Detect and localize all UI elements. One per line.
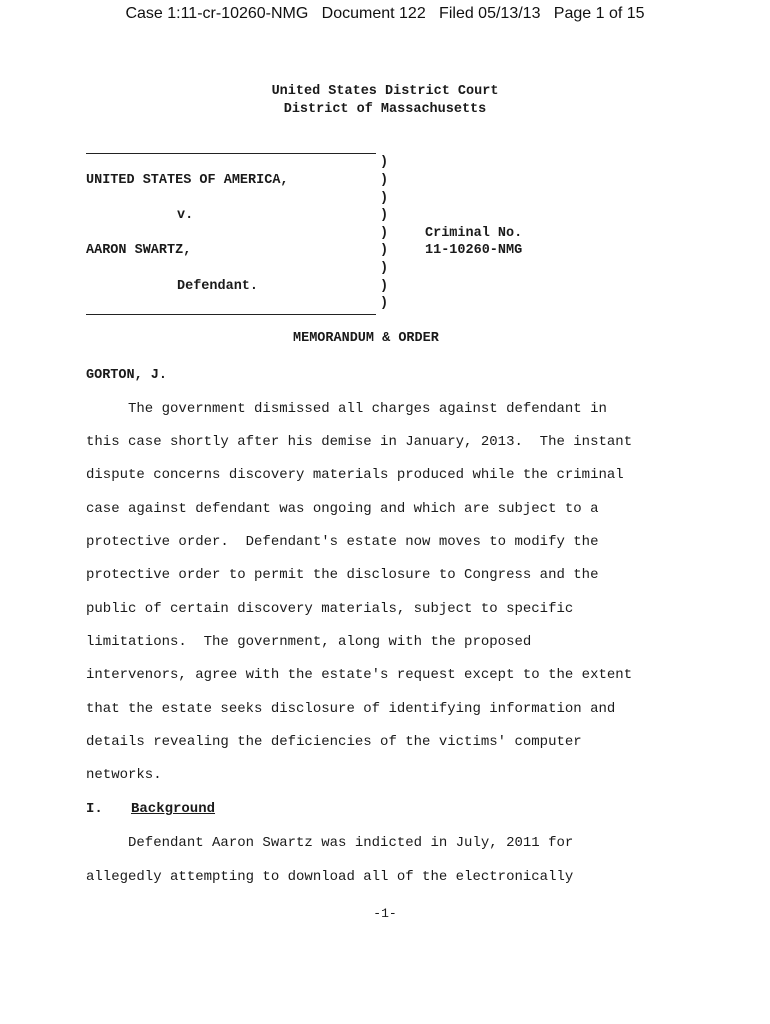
caption-paren: ) bbox=[380, 226, 389, 241]
body-line: The government dismissed all charges against defendant in bbox=[86, 401, 607, 417]
section-number: I. bbox=[86, 801, 103, 817]
case-number: 11-10260-NMG bbox=[425, 243, 523, 258]
caption-defendant-role: Defendant. bbox=[177, 279, 259, 294]
case-number-label: Criminal No. bbox=[425, 226, 523, 241]
court-name: United States District Court bbox=[271, 84, 499, 99]
body-line: protective order to permit the disclosure to Congress and the bbox=[86, 567, 599, 583]
body-line: that the estate seeks disclosure of identifying information and bbox=[86, 701, 616, 717]
body-line: intervenors, agree with the estate's request except to the extent bbox=[86, 667, 633, 683]
body-line: allegedly attempting to download all of the electronically bbox=[86, 869, 574, 885]
body-line: details revealing the deficiencies of the victims' computer bbox=[86, 734, 582, 750]
document-title: MEMORANDUM & ORDER bbox=[293, 331, 439, 346]
body-line: limitations. The government, along with the proposed bbox=[86, 634, 532, 650]
caption-bottom-rule bbox=[86, 314, 376, 315]
caption-plaintiff: UNITED STATES OF AMERICA, bbox=[86, 173, 289, 188]
body-line: protective order. Defendant's estate now moves to modify the bbox=[86, 534, 599, 550]
body-line: public of certain discovery materials, subject to specific bbox=[86, 601, 574, 617]
body-line: Defendant Aaron Swartz was indicted in July, 2011 for bbox=[86, 835, 574, 851]
caption-paren: ) bbox=[380, 173, 389, 188]
body-line: case against defendant was ongoing and which are subject to a bbox=[86, 501, 599, 517]
filing-header: Case 1:11-cr-10260-NMG Document 122 Filed 05/13/13 Page 1 of 15 bbox=[125, 5, 645, 22]
caption-paren: ) bbox=[380, 155, 389, 170]
caption-top-rule bbox=[86, 153, 376, 154]
page-number: -1- bbox=[373, 906, 397, 921]
caption-paren: ) bbox=[380, 191, 389, 206]
section-heading: Background bbox=[131, 801, 216, 817]
caption-paren: ) bbox=[380, 243, 389, 258]
caption-paren: ) bbox=[380, 279, 389, 294]
caption-paren: ) bbox=[380, 296, 389, 311]
body-line: dispute concerns discovery materials produced while the criminal bbox=[86, 467, 624, 483]
judge-name: GORTON, J. bbox=[86, 368, 168, 383]
court-district: District of Massachusetts bbox=[283, 102, 487, 117]
body-line: this case shortly after his demise in January, 2013. The instant bbox=[86, 434, 633, 450]
caption-paren: ) bbox=[380, 208, 389, 223]
body-line: networks. bbox=[86, 767, 162, 783]
caption-paren: ) bbox=[380, 261, 389, 276]
caption-versus: v. bbox=[177, 208, 194, 223]
caption-defendant: AARON SWARTZ, bbox=[86, 243, 192, 258]
